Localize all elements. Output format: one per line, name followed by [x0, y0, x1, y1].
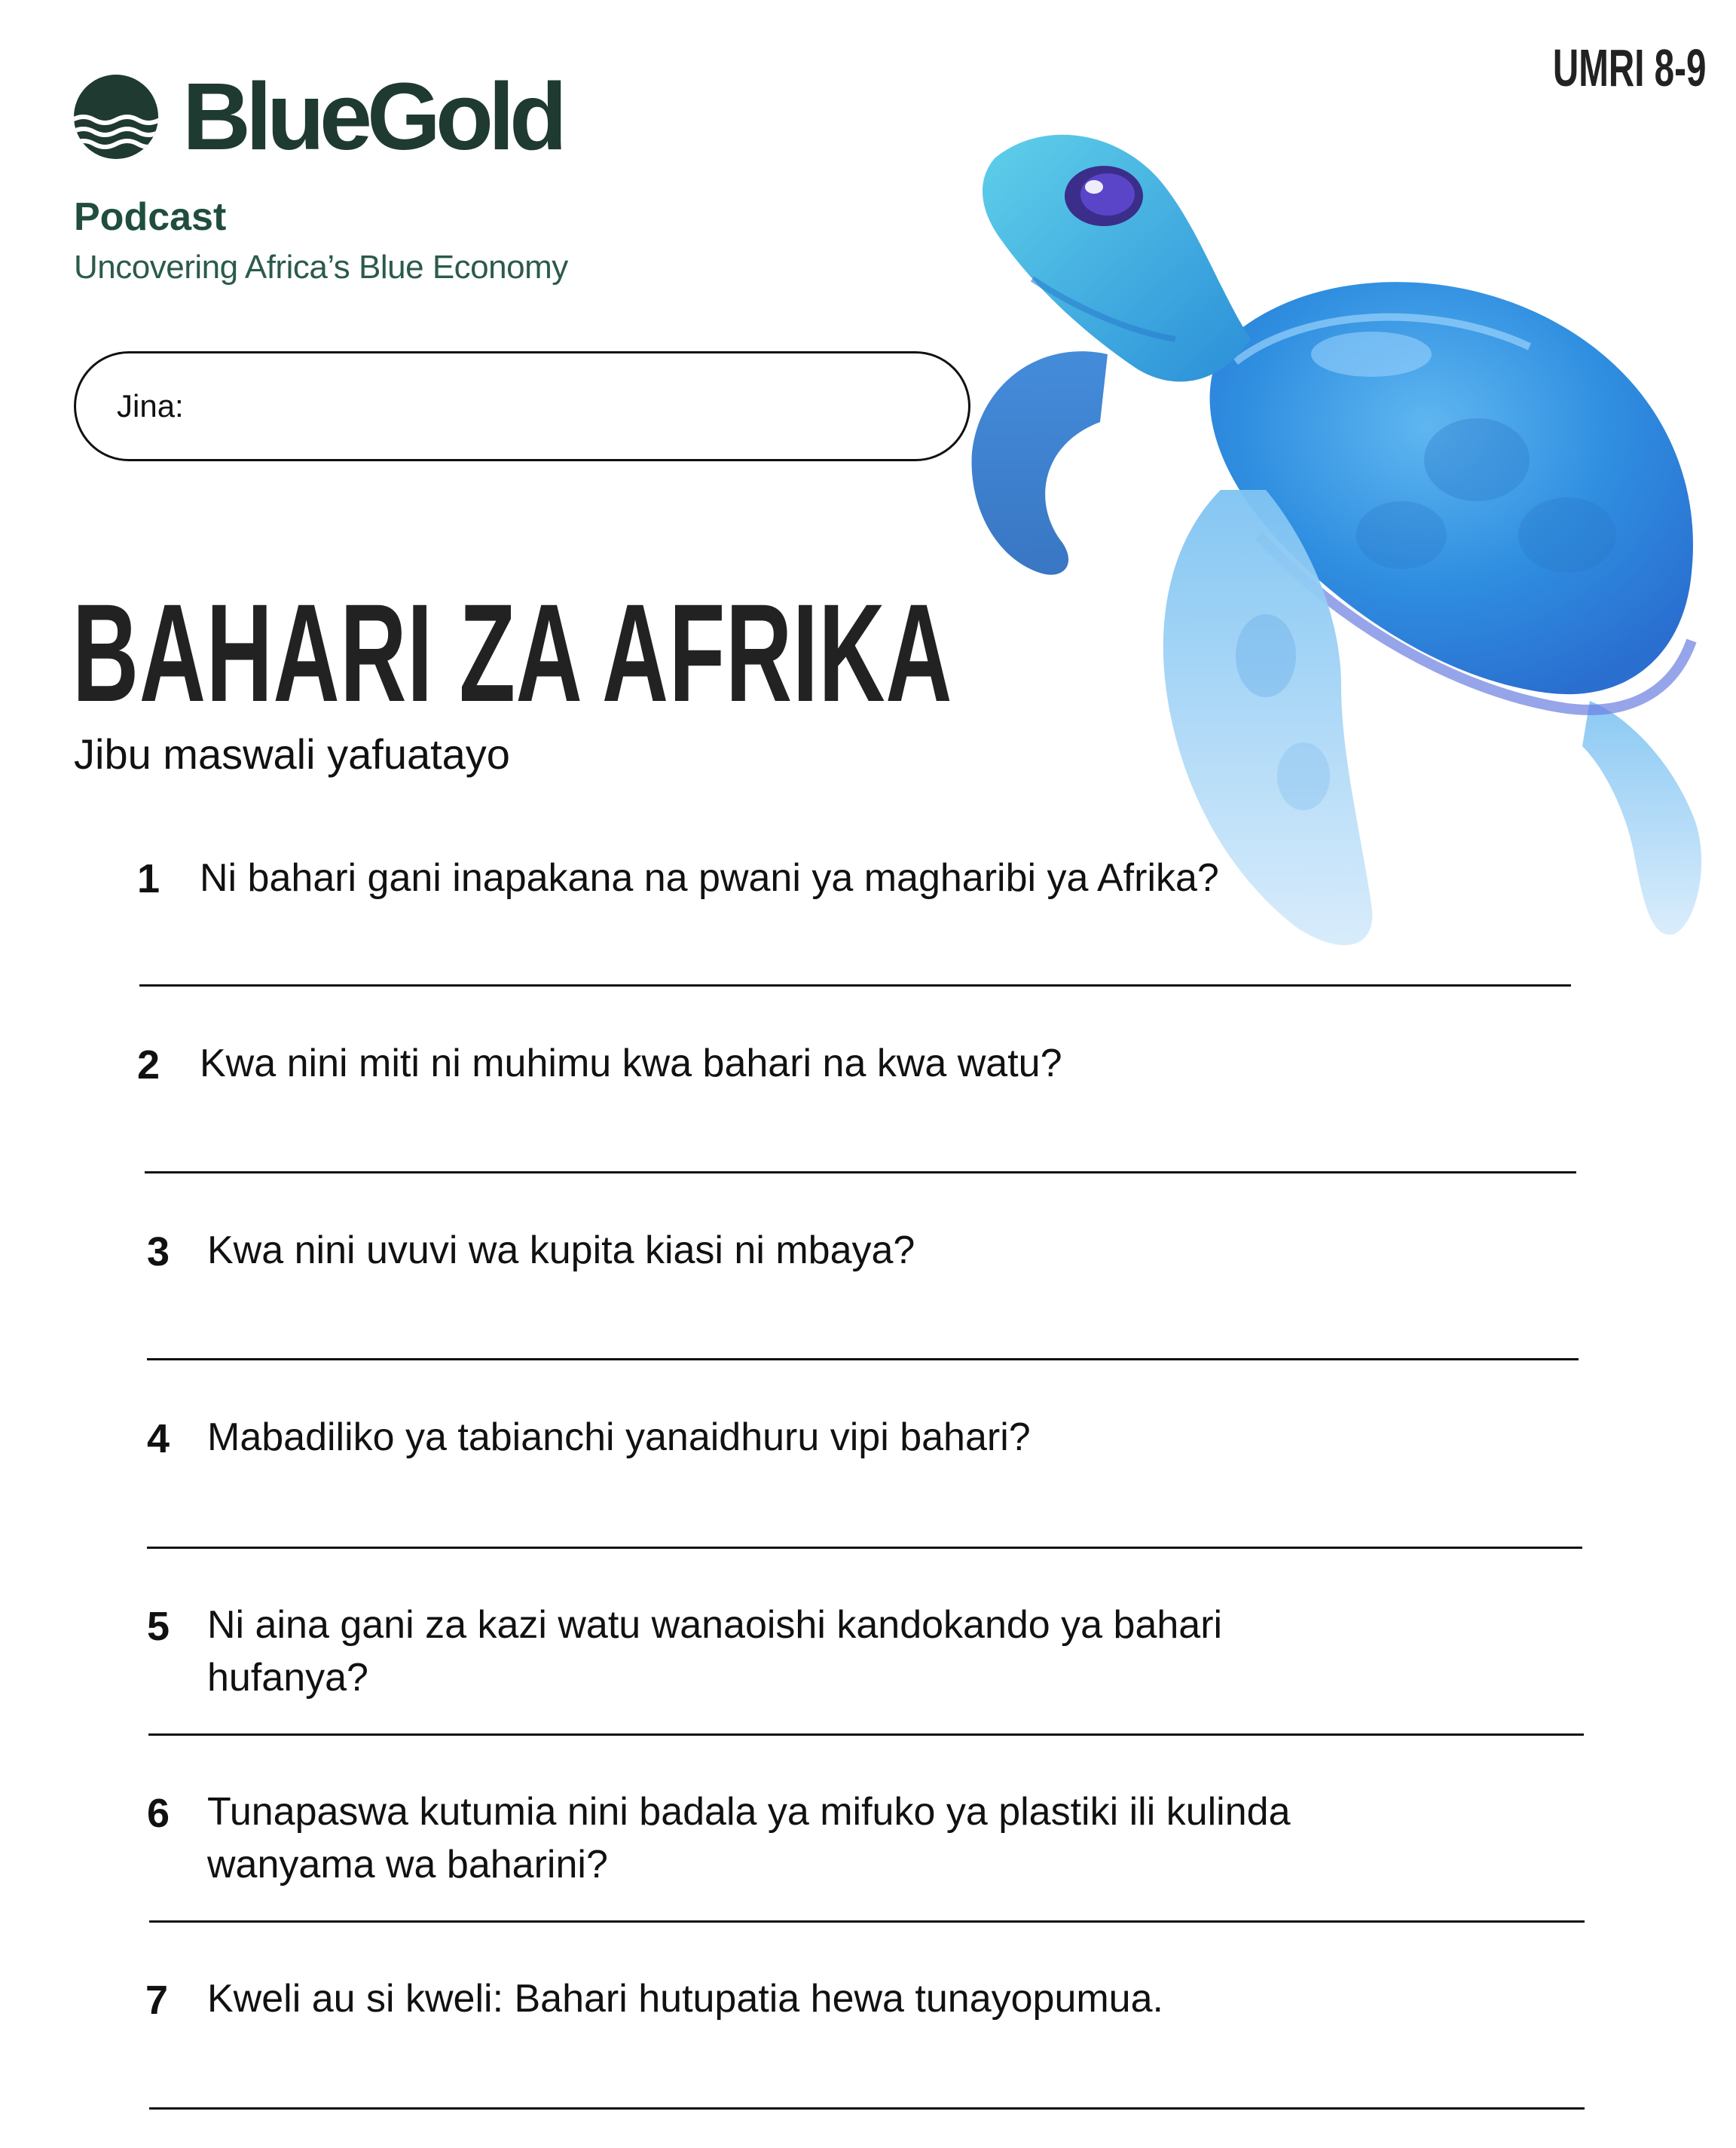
question-number: 5 — [147, 1604, 170, 1649]
question-number: 1 — [137, 856, 160, 901]
question-text: Kwa nini uvuvi wa kupita kiasi ni mbaya? — [207, 1229, 915, 1272]
question-number: 4 — [147, 1416, 170, 1461]
answer-line-2[interactable] — [145, 1171, 1576, 1173]
question-number: 7 — [145, 1978, 169, 2023]
age-badge: UMRI 8-9 — [1552, 38, 1706, 97]
podcast-tagline: Uncovering Africa’s Blue Economy — [74, 249, 568, 286]
instructions: Jibu maswali yafuatayo — [74, 730, 510, 778]
brand-name: BlueGold — [182, 63, 562, 170]
answer-line-6[interactable] — [149, 1920, 1585, 1923]
question-number: 3 — [147, 1229, 170, 1274]
question-number: 6 — [147, 1791, 170, 1836]
answer-line-7[interactable] — [149, 2107, 1585, 2110]
podcast-label: Podcast — [74, 195, 227, 239]
question-text: Tunapaswa kutumia nini badala ya mifuko ya plastiki ili kulinda wanyama wa baharini? — [207, 1790, 1291, 1886]
question-text: Kwa nini miti ni muhimu kwa bahari na kwa watu? — [200, 1042, 1062, 1085]
name-label: Jina: — [117, 388, 184, 424]
question-text: Mabadiliko ya tabianchi yanaidhuru vipi bahari? — [207, 1415, 1031, 1459]
question-number: 2 — [137, 1042, 160, 1088]
page-title: BAHARI ZA AFRIKA — [72, 576, 953, 731]
brand-logo — [72, 63, 562, 170]
name-field[interactable] — [74, 351, 970, 461]
answer-line-3[interactable] — [147, 1358, 1579, 1360]
question-text: Ni aina gani za kazi watu wanaoishi kandokando ya bahari hufanya? — [207, 1603, 1223, 1700]
wave-logo-icon — [72, 73, 160, 161]
question-text: Ni bahari gani inapakana na pwani ya magharibi ya Afrika? — [200, 856, 1219, 900]
answer-line-4[interactable] — [147, 1547, 1582, 1549]
answer-line-1[interactable] — [139, 984, 1571, 987]
answer-line-5[interactable] — [148, 1733, 1584, 1736]
question-text: Kweli au si kweli: Bahari hutupatia hewa tunayopumua. — [207, 1977, 1163, 2021]
